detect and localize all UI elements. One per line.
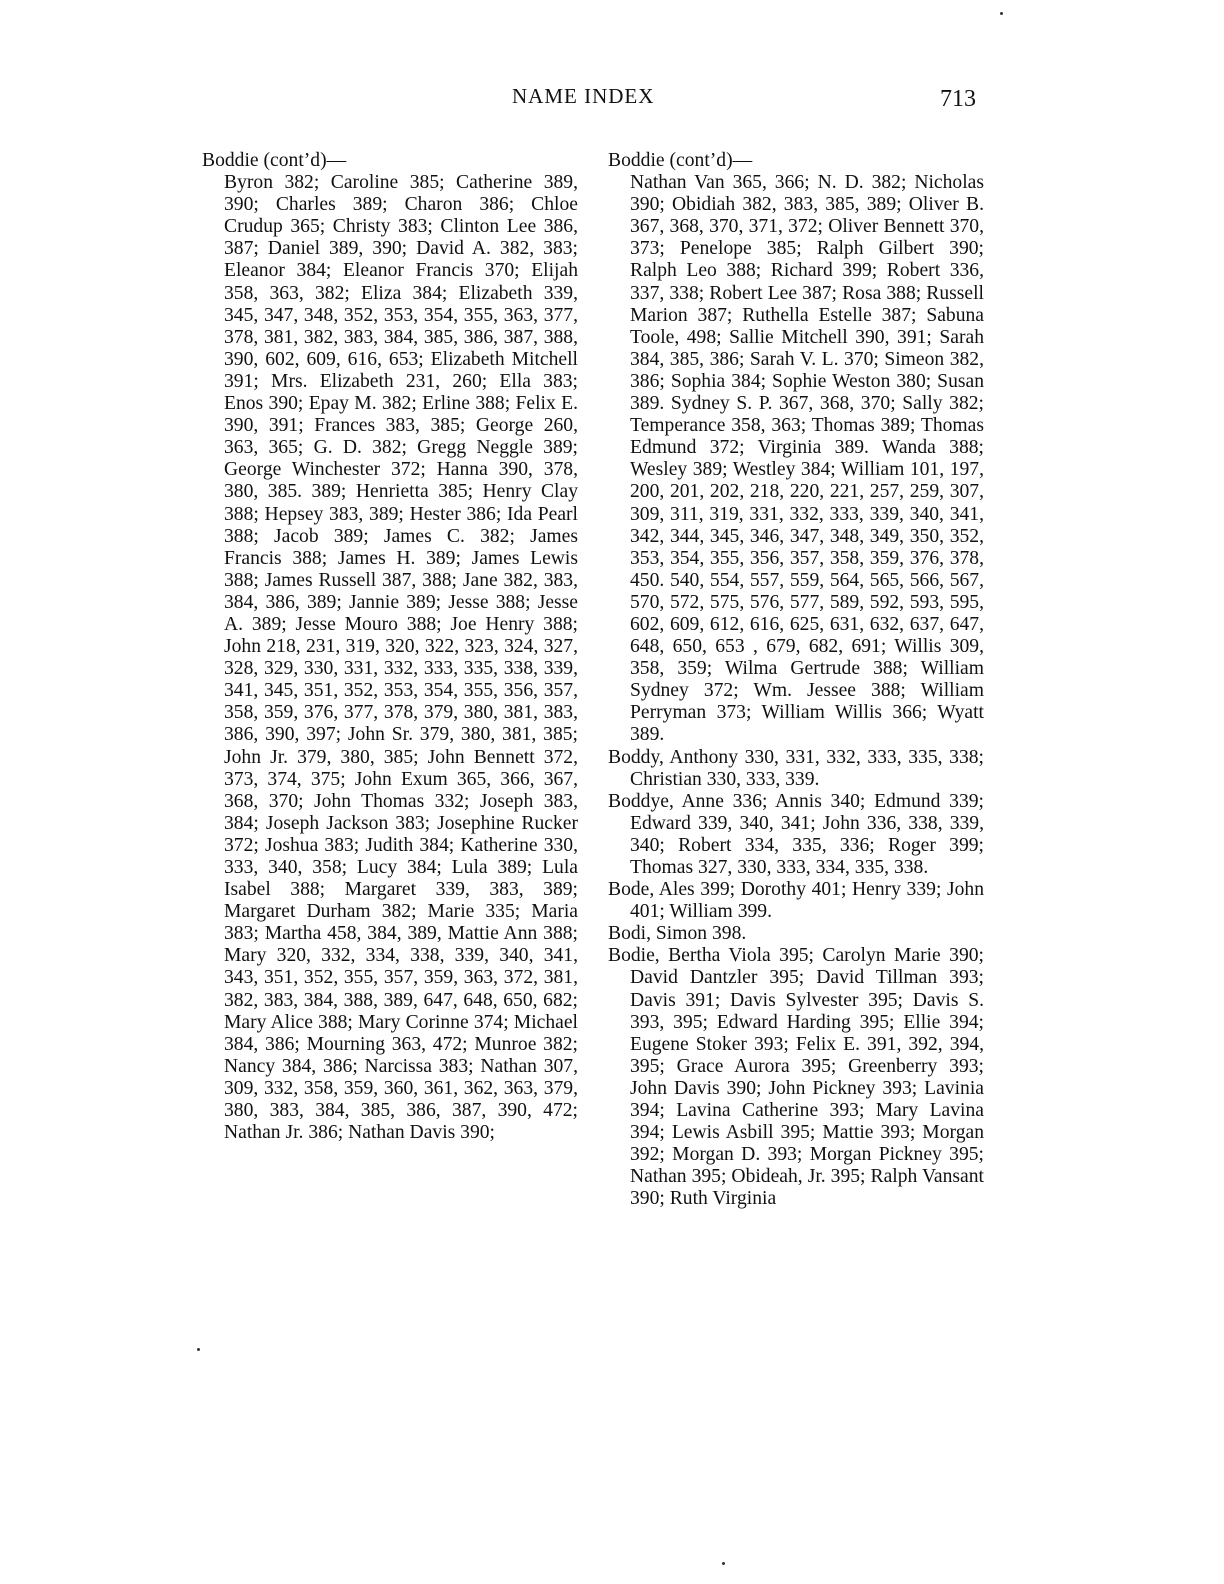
index-entry: Boddy, Anthony 330, 331, 332, 333, 335, 338; Christian 330, 333, 339. [608,746,984,790]
index-continuation: Byron 382; Caroline 385; Catherine 389, 390; Charles 389; Charon 386; Chloe Crudup 365; Christy 383; Clinton Lee 386, 387; Daniel 389, 390; David A. 382, 383; Eleanor 384; Eleanor Francis 370; Elijah 358, 363, 382; Eliza 384; Elizabeth 339, 345, 347, 348, 352, 353, 354, 355, 363, 377, 378, 381, 382, 383, 384, 385, 386, 387, 388, 390, 602, 609, 616, 653; Elizabeth Mitchell 391; Mrs. Elizabeth 231, 260; Ella 383; Enos 390; Epay M. 382; Erline 388; Felix E. 390, 391; Frances 383, 385; George 260, 363, 365; G. D. 382; Gregg Neggle 389; George Winchester 372; Hanna 390, 378, 380, 385. 389; Henrietta 385; Henry Clay 388; Hepsey 383, 389; Hester 386; Ida Pearl 388; Jacob 389; James C. 382; James Francis 388; James H. 389; James Lewis 388; James Russell 387, 388; Jane 382, 383, 384, 386, 389; Jannie 389; Jesse 388; Jesse A. 389; Jesse Mouro 388; Joe Henry 388; John 218, 231, 319, 320, 322, 323, 324, 327, 328, 329, 330, 331, 332, 333, 335, 338, 339, 341, 345, 351, 352, 353, 354, 355, 356, 357, 358, 359, 376, 377, 378, 379, 380, 381, 383, 386, 390, 397; John Sr. 379, 380, 381, 385; John Jr. 379, 380, 385; John Bennett 372, 373, 374, 375; John Exum 365, 366, 367, 368, 370; John Thomas 332; Joseph 383, 384; Joseph Jackson 383; Josephine Rucker 372; Joshua 383; Judith 384; Katherine 330, 333, 340, 358; Lucy 384; Lula 389; Lula Isabel 388; Margaret 339, 383, 389; Margaret Durham 382; Marie 335; Maria 383; Martha 458, 384, 389, Mattie Ann 388; Mary 320, 332, 334, 338, 339, 340, 341, 343, 351, 352, 355, 357, 359, 363, 372, 381, 382, 383, 384, 388, 389, 647, 648, 650, 682; Mary Alice 388; Mary Corinne 374; Michael 384, 386; Mourning 363, 472; Munroe 382; Nancy 384, 386; Narcissa 383; Nathan 307, 309, 332, 358, 359, 360, 361, 362, 363, 379, 380, 383, 384, 385, 386, 387, 390, 472; Nathan Jr. 386; Nathan Davis 390; [224,172,578,1144]
index-heading: Boddie (cont’d)— [202,150,347,171]
page-number: 713 [940,86,976,112]
scan-speck [722,1562,725,1565]
index-entry: Bode, Ales 399; Dorothy 401; Henry 339; John 401; William 399. [608,879,984,923]
index-entry: Bodi, Simon 398. [608,923,747,945]
running-head: NAME INDEX [512,84,655,108]
index-continuation: Nathan Van 365, 366; N. D. 382; Nicholas 390; Obidiah 382, 383, 385, 389; Oliver B. 367, 368, 370, 371, 372; Oliver Bennett 370, 373; Penelope 385; Ralph Gilbert 390; Ralph Leo 388; Richard 399; Robert 336, 337, 338; Robert Lee 387; Rosa 388; Russell Marion 387; Ruthella Estelle 387; Sabuna Toole, 498; Sallie Mitchell 390, 391; Sarah 384, 385, 386; Sarah V. L. 370; Simeon 382, 386; Sophia 384; Sophie Weston 380; Susan 389. Sydney S. P. 367, 368, 370; Sally 382; Temperance 358, 363; Thomas 389; Thomas Edmund 372; Virginia 389. Wanda 388; Wesley 389; Westley 384; William 101, 197, 200, 201, 202, 218, 220, 221, 257, 259, 307, 309, 311, 319, 331, 332, 333, 339, 340, 341, 342, 344, 345, 346, 347, 348, 349, 350, 352, 353, 354, 355, 356, 357, 358, 359, 376, 378, 450. 540, 554, 557, 559, 564, 565, 566, 567, 570, 572, 575, 576, 577, 589, 592, 593, 595, 602, 609, 612, 616, 625, 631, 632, 637, 647, 648, 650, 653 , 679, 682, 691; Willis 309, 358, 359; Wilma Gertrude 388; William Sydney 372; Wm. Jessee 388; William Perryman 373; William Willis 366; Wyatt 389. [630,172,984,746]
right-column [608,150,984,1211]
scan-speck [197,1348,200,1351]
index-entry: Bodie, Bertha Viola 395; Carolyn Marie 390; David Dantzler 395; David Tillman 393; Davis 391; Davis Sylvester 395; Davis S. 393, 395; Edward Harding 395; Ellie 394; Eugene Stoker 393; Felix E. 391, 392, 394, 395; Grace Aurora 395; Greenberry 393; John Davis 390; John Pickney 393; Lavinia 394; Lavina Catherine 393; Mary Lavina 394; Lewis Asbill 395; Mattie 393; Morgan 392; Morgan D. 393; Morgan Pickney 395; Nathan 395; Obideah, Jr. 395; Ralph Vansant 390; Ruth Virginia [608,945,984,1210]
index-entry: Boddye, Anne 336; Annis 340; Edmund 339; Edward 339, 340, 341; John 336, 338, 339, 340; Robert 334, 335, 336; Roger 399; Thomas 327, 330, 333, 334, 335, 338. [608,790,984,878]
index-heading: Boddie (cont’d)— [608,150,753,171]
left-column [202,150,578,1144]
scan-speck [1000,12,1003,15]
